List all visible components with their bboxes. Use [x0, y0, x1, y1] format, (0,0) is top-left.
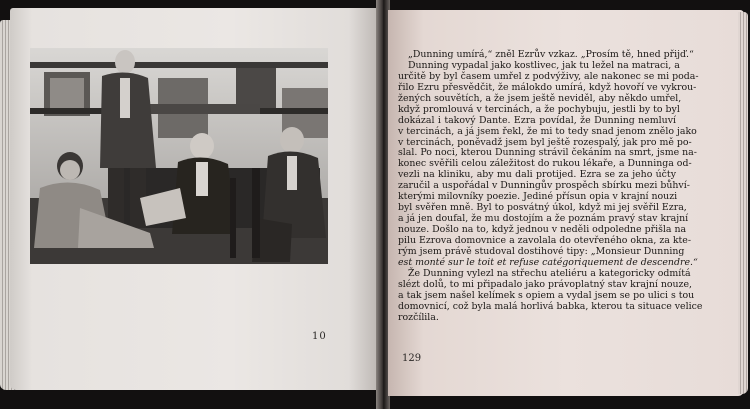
- photograph-image: [30, 48, 328, 264]
- text-line: určitě by byl časem umřel z podvýživy, ale nakonec se mi poda-: [398, 70, 699, 82]
- text-line: konec svěřili celou záležitost do rukou lékaře, a Dunninga od-: [398, 158, 692, 170]
- text-line: est monté sur le toit et refuse catégoriquement de descendre.“: [398, 256, 698, 268]
- left-page-number: 10: [312, 331, 327, 342]
- text-line: rým jsem právě studoval dostihové tipy: „Monsieur Dunning: [398, 245, 685, 257]
- text-line: kterými milovníky poezie. Jediné přísun opia v krajní nouzi: [398, 191, 678, 203]
- text-line: Že Dunning vylezl na střechu ateliéru a kategoricky odmítá: [408, 267, 691, 279]
- text-line: „Dunning umírá,“ zněl Ezrův vzkaz. „Prosím tě, hned přijď.“: [408, 49, 694, 60]
- text-line: byl svěřen mně. Byl to posvátný úkol, když mi jej svěřil Ezra,: [398, 202, 687, 214]
- text-line: v tercinách, a já jsem řekl, že mi to tedy snad jenom znělo jako: [398, 125, 697, 137]
- text-line: zaručil a uspořádal v Dunningův prospěch sbírku mezi bůhví-: [398, 180, 690, 192]
- text-line: domovnicí, což byla malá horlivá babka, kterou ta situace velice: [398, 300, 703, 312]
- text-line: slal. Po noci, kterou Dunning strávil čekáním na smrt, jsme na-: [398, 147, 697, 159]
- text-line: rozčílila.: [398, 311, 439, 323]
- text-line: žených souvětích, a že jsem ještě neviděl, aby někdo umřel,: [398, 92, 682, 104]
- text-line: v tercinách, poněvadž jsem byl ještě rozespalý, jak pro mě po-: [398, 136, 692, 148]
- text-line: nouze. Došlo na to, když jednou v neděli odpoledne přišla na: [398, 224, 687, 235]
- text-line: dokázal i takový Dante. Ezra povídal, že Dunning nemluví: [398, 114, 676, 126]
- text-line: vezli na kliniku, aby mu dali protijed. Ezra se za jeho účty: [398, 169, 676, 181]
- right-page-edges: [738, 12, 748, 394]
- text-line: a tak jsem našel kelímek s opiem a vydal jsem se po ulici s tou: [398, 289, 695, 301]
- text-line: řilo Ezru přesvědčit, že málokdo umírá, když hovoří ve vykrou-: [398, 81, 697, 93]
- text-line: slézt dolů, to mi připadalo jako právoplatný stav krajní nouze,: [398, 278, 693, 290]
- text-line: a já jen doufal, že mu dostojím a že poznám pravý stav krajní: [398, 213, 689, 225]
- book-photograph: [30, 48, 328, 264]
- text-line: když promlouvá v tercinách, a že pochybuju, jestli by to byl: [398, 103, 680, 115]
- right-page-text: [398, 49, 703, 323]
- text-line: pilu Ezrova domovnice a zavolala do otevřeného okna, za kte-: [398, 234, 692, 246]
- text-line: Dunning vypadal jako kostlivec, jak tu ležel na matraci, a: [408, 59, 680, 71]
- right-page-number: 129: [402, 353, 422, 364]
